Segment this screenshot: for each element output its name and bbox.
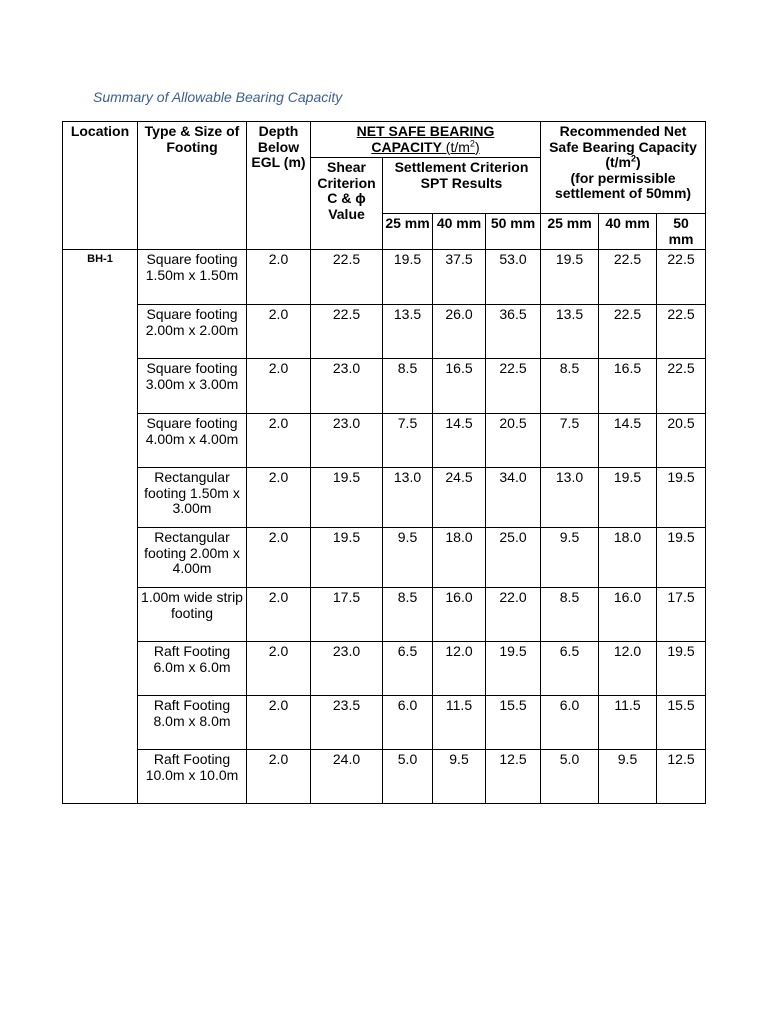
settlement-50-cell: 12.5: [486, 750, 541, 804]
recommended-40-cell: 22.5: [599, 305, 657, 359]
depth-cell: 2.0: [247, 750, 311, 804]
table-caption: Summary of Allowable Bearing Capacity: [93, 89, 343, 105]
header-settlement-40: 40 mm: [433, 214, 486, 250]
footing-type-cell: Square footing 1.50m x 1.50m: [138, 250, 247, 305]
depth-cell: 2.0: [247, 696, 311, 750]
header-recommended-40: 40 mm: [599, 214, 657, 250]
settlement-50-cell: 22.5: [486, 359, 541, 414]
recommended-unit-exp: 2: [631, 153, 637, 164]
header-recommended: [541, 122, 706, 214]
location-cell: [63, 414, 138, 468]
settlement-25-cell: 13.0: [383, 468, 433, 528]
table-row: [63, 528, 706, 588]
settlement-50-cell: 25.0: [486, 528, 541, 588]
recommended-40-cell: 16.5: [599, 359, 657, 414]
settlement-40-cell: 24.5: [433, 468, 486, 528]
recommended-40-cell: 12.0: [599, 642, 657, 696]
header-recommended-50: 50 mm: [657, 214, 706, 250]
footing-type-cell: Raft Footing 10.0m x 10.0m: [138, 750, 247, 804]
settlement-25-cell: 6.0: [383, 696, 433, 750]
recommended-40-cell: 19.5: [599, 468, 657, 528]
net-safe-title: NET SAFE BEARING: [356, 123, 495, 139]
shear-cell: 22.5: [311, 305, 383, 359]
table-row: [63, 588, 706, 642]
settlement-50-cell: 36.5: [486, 305, 541, 359]
shear-cell: 22.5: [311, 250, 383, 305]
table-row: [63, 696, 706, 750]
location-cell: [63, 359, 138, 414]
header-recommended-25: 25 mm: [541, 214, 599, 250]
depth-cell: 2.0: [247, 414, 311, 468]
location-cell: [63, 468, 138, 528]
recommended-unit-close: ): [636, 154, 641, 170]
shear-cell: 24.0: [311, 750, 383, 804]
shear-cell: 23.0: [311, 414, 383, 468]
recommended-25-cell: 6.0: [541, 696, 599, 750]
header-settlement-25: 25 mm: [383, 214, 433, 250]
net-safe-unit-exp: 2: [469, 137, 475, 148]
recommended-25-cell: 7.5: [541, 414, 599, 468]
recommended-50-cell: 22.5: [657, 250, 706, 305]
location-cell: [63, 528, 138, 588]
location-cell: [63, 696, 138, 750]
location-cell: [63, 642, 138, 696]
table-row: [63, 414, 706, 468]
bearing-capacity-table: [62, 121, 706, 804]
table-row: [63, 468, 706, 528]
settlement-40-cell: 9.5: [433, 750, 486, 804]
settlement-40-cell: 12.0: [433, 642, 486, 696]
settlement-50-cell: 19.5: [486, 642, 541, 696]
recommended-50-cell: 19.5: [657, 528, 706, 588]
recommended-50-cell: 15.5: [657, 696, 706, 750]
footing-type-cell: Rectangular footing 1.50m x 3.00m: [138, 468, 247, 528]
recommended-25-cell: 6.5: [541, 642, 599, 696]
settlement-40-cell: 16.5: [433, 359, 486, 414]
net-safe-unit-close: ): [474, 138, 480, 155]
depth-cell: 2.0: [247, 642, 311, 696]
settlement-25-cell: 19.5: [383, 250, 433, 305]
recommended-25-cell: 8.5: [541, 359, 599, 414]
settlement-25-cell: 6.5: [383, 642, 433, 696]
footing-type-cell: Square footing 2.00m x 2.00m: [138, 305, 247, 359]
settlement-25-cell: 8.5: [383, 588, 433, 642]
recommended-40-cell: 22.5: [599, 250, 657, 305]
table-row: [63, 305, 706, 359]
header-type-size: Type & Size of Footing: [138, 122, 247, 250]
settlement-25-cell: 7.5: [383, 414, 433, 468]
net-safe-unit: (t/m: [441, 138, 470, 155]
recommended-25-cell: 19.5: [541, 250, 599, 305]
footing-type-cell: 1.00m wide strip footing: [138, 588, 247, 642]
shear-cell: 19.5: [311, 528, 383, 588]
header-settlement-criterion: Settlement Criterion SPT Results: [383, 158, 541, 214]
recommended-25-cell: 13.0: [541, 468, 599, 528]
recommended-25-cell: 13.5: [541, 305, 599, 359]
settlement-50-cell: 34.0: [486, 468, 541, 528]
recommended-50-cell: 22.5: [657, 359, 706, 414]
recommended-40-cell: 9.5: [599, 750, 657, 804]
depth-cell: 2.0: [247, 468, 311, 528]
settlement-25-cell: 8.5: [383, 359, 433, 414]
footing-type-cell: Raft Footing 6.0m x 6.0m: [138, 642, 247, 696]
net-safe-capacity: CAPACITY: [371, 138, 442, 155]
recommended-50-cell: 22.5: [657, 305, 706, 359]
location-cell: BH-1: [63, 250, 138, 305]
settlement-40-cell: 18.0: [433, 528, 486, 588]
settlement-40-cell: 14.5: [433, 414, 486, 468]
shear-cell: 23.5: [311, 696, 383, 750]
recommended-40-cell: 18.0: [599, 528, 657, 588]
header-location: Location: [63, 122, 138, 250]
recommended-25-cell: 9.5: [541, 528, 599, 588]
settlement-50-cell: 53.0: [486, 250, 541, 305]
settlement-40-cell: 26.0: [433, 305, 486, 359]
header-net-safe-bearing: [311, 122, 541, 158]
footing-type-cell: Raft Footing 8.0m x 8.0m: [138, 696, 247, 750]
recommended-40-cell: 11.5: [599, 696, 657, 750]
recommended-40-cell: 16.0: [599, 588, 657, 642]
recommended-50-cell: 19.5: [657, 642, 706, 696]
recommended-25-cell: 8.5: [541, 588, 599, 642]
table-row: [63, 359, 706, 414]
table-row: [63, 642, 706, 696]
shear-cell: 19.5: [311, 468, 383, 528]
shear-cell: 23.0: [311, 642, 383, 696]
settlement-25-cell: 9.5: [383, 528, 433, 588]
recommended-line2: (for permissible settlement of 50mm): [554, 169, 692, 201]
footing-type-cell: Rectangular footing 2.00m x 4.00m: [138, 528, 247, 588]
location-cell: [63, 588, 138, 642]
depth-cell: 2.0: [247, 588, 311, 642]
footing-type-cell: Square footing 3.00m x 3.00m: [138, 359, 247, 414]
depth-cell: 2.0: [247, 250, 311, 305]
shear-cell: 23.0: [311, 359, 383, 414]
recommended-unit: (t/m: [605, 154, 631, 170]
settlement-50-cell: 22.0: [486, 588, 541, 642]
recommended-40-cell: 14.5: [599, 414, 657, 468]
settlement-40-cell: 16.0: [433, 588, 486, 642]
header-settlement-50: 50 mm: [486, 214, 541, 250]
header-shear-criterion: Shear Criterion C & ϕ Value: [311, 158, 383, 250]
shear-cell: 17.5: [311, 588, 383, 642]
location-cell: [63, 305, 138, 359]
settlement-50-cell: 15.5: [486, 696, 541, 750]
settlement-25-cell: 13.5: [383, 305, 433, 359]
recommended-50-cell: 12.5: [657, 750, 706, 804]
settlement-40-cell: 11.5: [433, 696, 486, 750]
depth-cell: 2.0: [247, 359, 311, 414]
depth-cell: 2.0: [247, 305, 311, 359]
location-cell: [63, 750, 138, 804]
recommended-25-cell: 5.0: [541, 750, 599, 804]
recommended-line1: Recommended Net Safe Bearing Capacity: [549, 123, 697, 155]
table-row: [63, 250, 706, 305]
settlement-50-cell: 20.5: [486, 414, 541, 468]
settlement-40-cell: 37.5: [433, 250, 486, 305]
recommended-50-cell: 20.5: [657, 414, 706, 468]
depth-cell: 2.0: [247, 528, 311, 588]
recommended-50-cell: 17.5: [657, 588, 706, 642]
recommended-50-cell: 19.5: [657, 468, 706, 528]
footing-type-cell: Square footing 4.00m x 4.00m: [138, 414, 247, 468]
header-depth: Depth Below EGL (m): [247, 122, 311, 250]
table-row: [63, 750, 706, 804]
settlement-25-cell: 5.0: [383, 750, 433, 804]
